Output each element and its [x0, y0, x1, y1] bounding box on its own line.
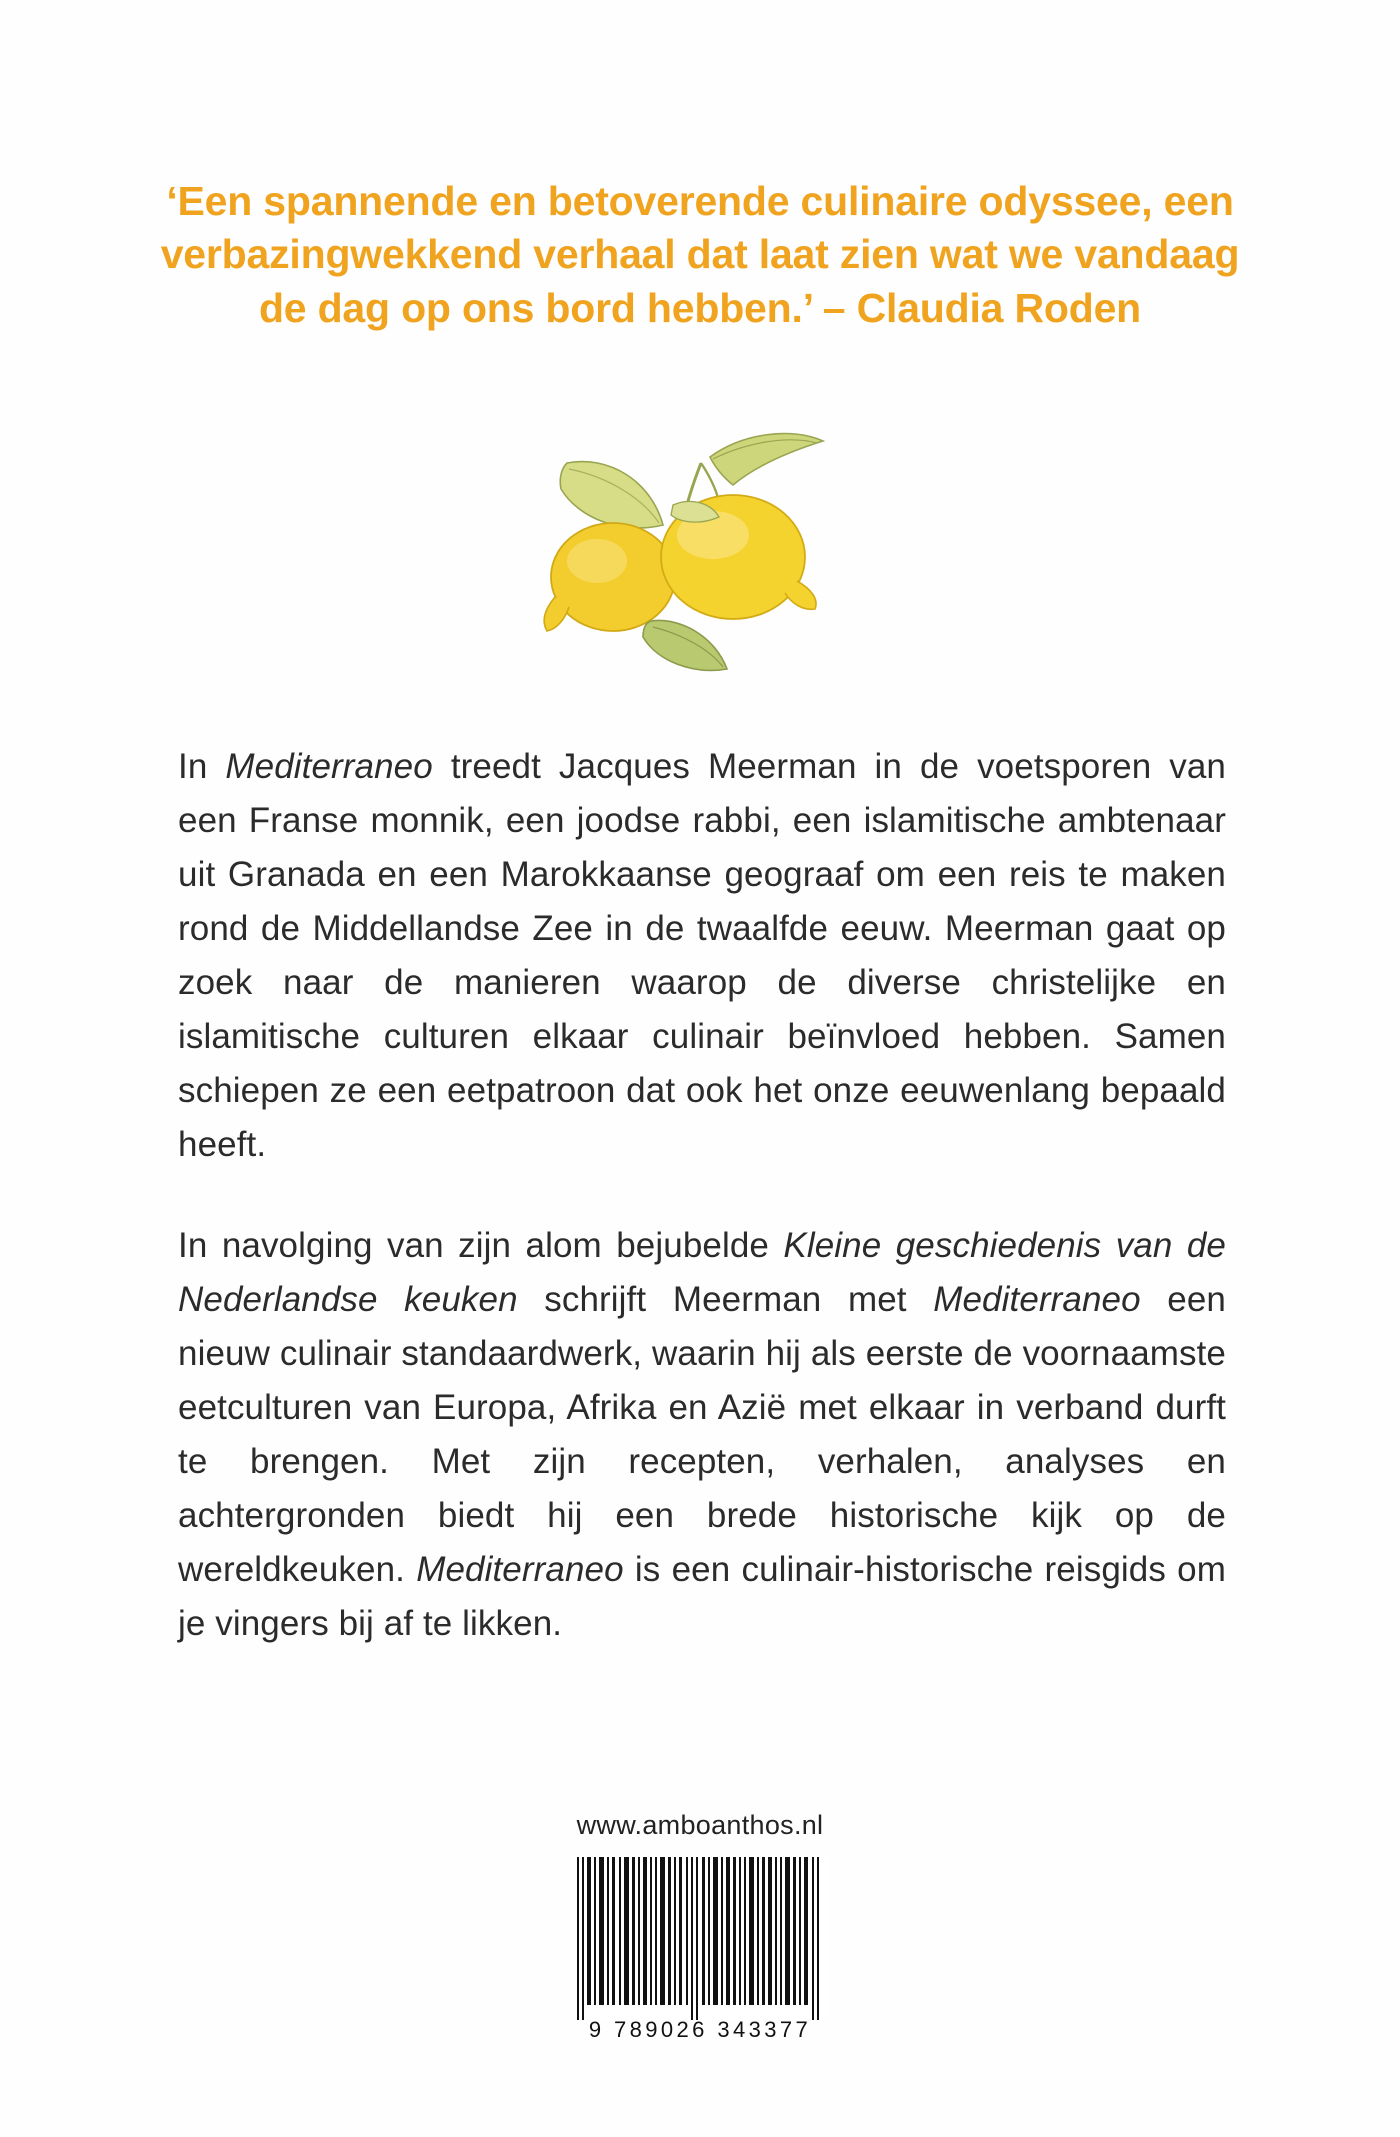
ean13-bars	[573, 1857, 827, 2020]
publisher-website[interactable]: www.amboanthos.nl	[576, 1810, 824, 1840]
barcode-number: 9 789026 343377	[588, 2017, 812, 2042]
barcode-bars-area	[573, 1857, 827, 2020]
blurb-paragraph-1: In Mediterraneo treedt Jacques Meerman in de voetsporen van een Franse monnik, een joodse rabbi, een islamitische ambtenaar uit Granada en een Marokkaanse geograaf om een reis te maken rond de Middellandse Zee in de twaalfde eeuw. Meerman gaat op zoek naar de manieren waarop de diverse christelijke en islamitische culturen elkaar culinair beïnvloed hebben. Samen schiepen ze een eetpatroon dat ook het onze eeuwenlang bepaald heeft.	[178, 747, 1226, 1165]
blurb-text	[178, 740, 1226, 1651]
barcode	[573, 1857, 827, 2062]
review-quote: ‘Een spannende en betoverende culinaire odyssee, een verbazingwekkend verhaal dat laat zien wat we vandaag de dag op ons bord hebben.’ – Claudia Roden	[160, 178, 1240, 331]
blurb-paragraph-2: In navolging van zijn alom bejubelde Kleine geschiedenis van de Nederlandse keuken schrijft Meerman met Mediterraneo een nieuw culinair standaardwerk, waarin hij als eerste de voornaamste eetculturen van Europa, Afrika en Azië met elkaar in verband durft te brengen. Met zijn recepten, verhalen, analyses en achtergronden biedt hij een brede historische kijk op de wereldkeuken. Mediterraneo is een culinair-historische reisgids om je vingers bij af te likken.	[178, 1225, 1227, 1643]
lemons-illustration	[505, 385, 895, 685]
